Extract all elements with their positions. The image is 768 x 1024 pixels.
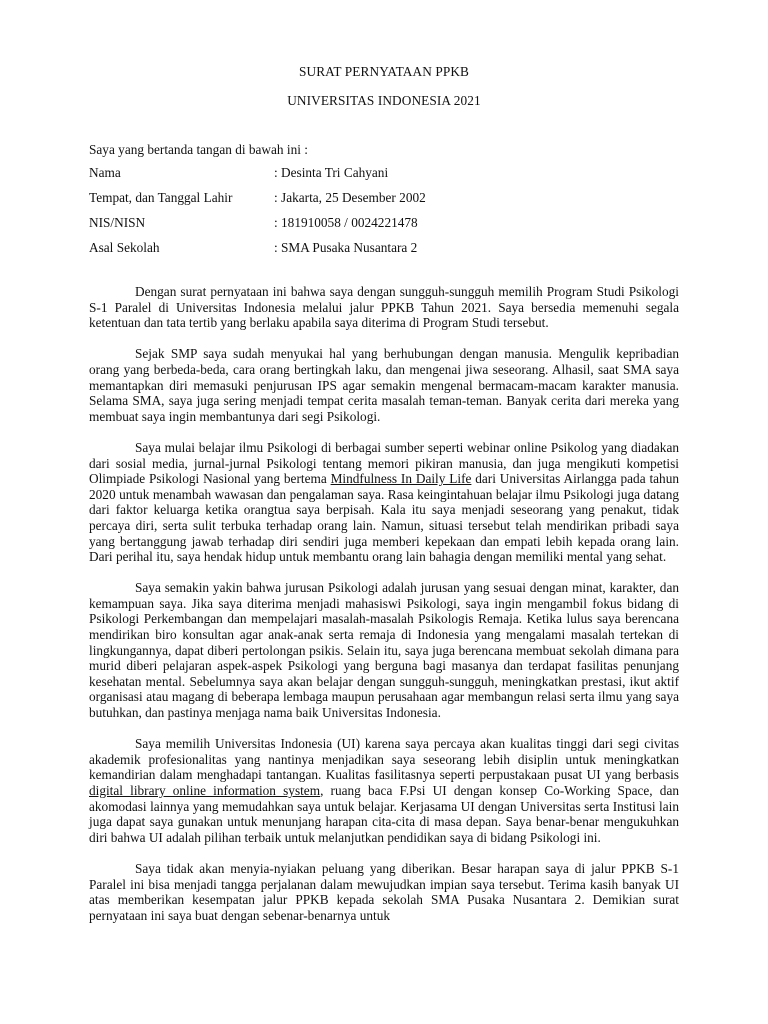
letter-body <box>89 284 679 923</box>
document-title: SURAT PERNYATAAN PPKB <box>299 64 469 79</box>
paragraph-statement: Dengan surat pernyataan ini bahwa saya dengan sungguh-sungguh memilih Program Studi Psikologi S-1 Paralel di Universitas Indonesia melalui jalur PPKB Tahun 2021. Saya bersedia memenuhi segala ketentuan dan tata tertib yang berlaku apabila saya diterima di Program Studi tersebut. <box>89 284 679 331</box>
identity-value: : SMA Pusaka Nusantara 2 <box>274 240 418 255</box>
paragraph-why-ui <box>89 736 679 845</box>
paragraph-text: dari Universitas Airlangga pada tahun 2020 untuk menambah wawasan dan pengalaman saya. Rasa keingintahuan belajar ilmu Psikologi juga datang dari faktor keluarga ketika orangtua saya berpisah. Kala itu saya menjadi seseorang yang penakut, tidak percaya diri, serta sulit terbuka terhadap orang lain. Namun, situasi tersebut telah mendirikan pribadi saya yang bertanggung jawab terhadap diri sendiri juga memberi kepekaan dan empati lebih kepada orang lain. Dari perihal itu, saya hendak hidup untuk membantu orang lain bahagia dengan memiliki mental yang sehat. <box>89 471 679 565</box>
intro-line: Saya yang bertanda tangan di bawah ini : <box>89 142 308 157</box>
identity-row-school <box>89 240 679 265</box>
competition-theme-underlined: Mindfulness In Daily Life <box>330 471 472 487</box>
identity-value: : 181910058 / 0024221478 <box>274 215 418 230</box>
digital-library-underlined: digital library online information system <box>89 783 321 798</box>
document-subtitle: UNIVERSITAS INDONESIA 2021 <box>287 93 481 108</box>
paragraph-learning <box>89 440 679 565</box>
identity-row-birth <box>89 190 679 215</box>
paragraph-closing: Saya tidak akan menyia-nyiakan peluang yang diberikan. Besar harapan saya di jalur PPKB S-1 Paralel ini bisa menjadi tangga perjalanan dalam mewujudkan impian saya tersebut. Terima kasih banyak UI atas memberikan kesempatan jalur PPKB kepada sekolah SMA Pusaka Nusantara 2. Demikian surat pernyataan ini saya buat dengan sebenar-benarnya untuk <box>89 860 679 923</box>
identity-row-nisn <box>89 215 679 240</box>
identity-label: Nama <box>89 165 121 180</box>
identity-label: NIS/NISN <box>89 215 146 230</box>
paragraph-plans: Saya semakin yakin bahwa jurusan Psikologi adalah jurusan yang sesuai dengan minat, karakter, dan kemampuan saya. Jika saya diterima menjadi mahasiswi Psikologi, saya ingin mengambil fokus bidang di Psikologi Perkembangan dan mempelajari masalah-masalah Psikologis Remaja. Ketika lulus saya berencana mendirikan biro konsultan agar anak-anak serta remaja di Indonesia yang mengalami masalah tertekan di lingkungannya, dapat diberi pertolongan psikis. Selain itu, saya juga berencana membuat sekolah dimana para murid diberi pelajaran aspek-aspek Psikologi yang berguna bagi masanya dan terdapat fasilitas penunjang kesehatan mental. Sebelumnya saya akan belajar dengan sungguh-sungguh, meningkatkan prestasi, ikut aktif organisasi atau magang di beberapa lembaga maupun perusahaan agar membangun relasi serta ilmu yang saya butuhkan, dan pastinya menjaga nama baik Universitas Indonesia. <box>89 580 679 721</box>
paragraph-text: Saya memilih Universitas Indonesia (UI) karena saya percaya akan kualitas tinggi dari segi civitas akademik profesionalitas yang nantinya menjadikan saya seseorang lebih disiplin untuk meningkatkan kemandirian dalam menghadapi tantangan. Kualitas fasilitasnya seperti perpustakaan pusat UI yang berbasis <box>89 736 679 783</box>
identity-label: Tempat, dan Tanggal Lahir <box>89 190 233 205</box>
identity-label: Asal Sekolah <box>89 240 160 255</box>
identity-row-nama <box>89 165 679 190</box>
paragraph-interest: Sejak SMP saya sudah menyukai hal yang berhubungan dengan manusia. Mengulik kepribadian orang yang berbeda-beda, cara orang bertingkah laku, dan mengenai jiwa seseorang. Alhasil, saat SMA saya memantapkan diri memasuki penjurusan IPS agar semakin mengenal bermacam-macam karakter manusia. Selama SMA, saya juga sering menjadi tempat cerita masalah teman-teman. Banyak cerita dari mereka yang membuat saya ingin membantunya dari segi Psikologi. <box>89 346 679 424</box>
paragraph-text: Saya mulai belajar ilmu Psikologi di berbagai sumber seperti webinar online Psikolog yang diadakan dari sosial media, jurnal-jurnal Psikologi tentang memori pikiran manusia, dan juga mengikuti kompetisi Olimpiade Psikologi Nasional yang bertema <box>89 439 679 487</box>
paragraph-text: , ruang baca F.Psi UI dengan konsep Co-Working Space, dan akomodasi lainnya yang memudahkan saya untuk belajar. Kerjasama UI dengan Universitas serta Institusi lain juga dapat saya gunakan untuk menunjang harapan cita-cita di masa depan. Saya benar-benar mengukuhkan diri bahwa UI adalah pilihan terbaik untuk melanjutkan pendidikan saya di bidang Psikologi ini. <box>89 783 679 845</box>
identity-value: : Desinta Tri Cahyani <box>274 165 389 180</box>
identity-value: : Jakarta, 25 Desember 2002 <box>274 190 426 205</box>
identity-table <box>89 165 679 265</box>
